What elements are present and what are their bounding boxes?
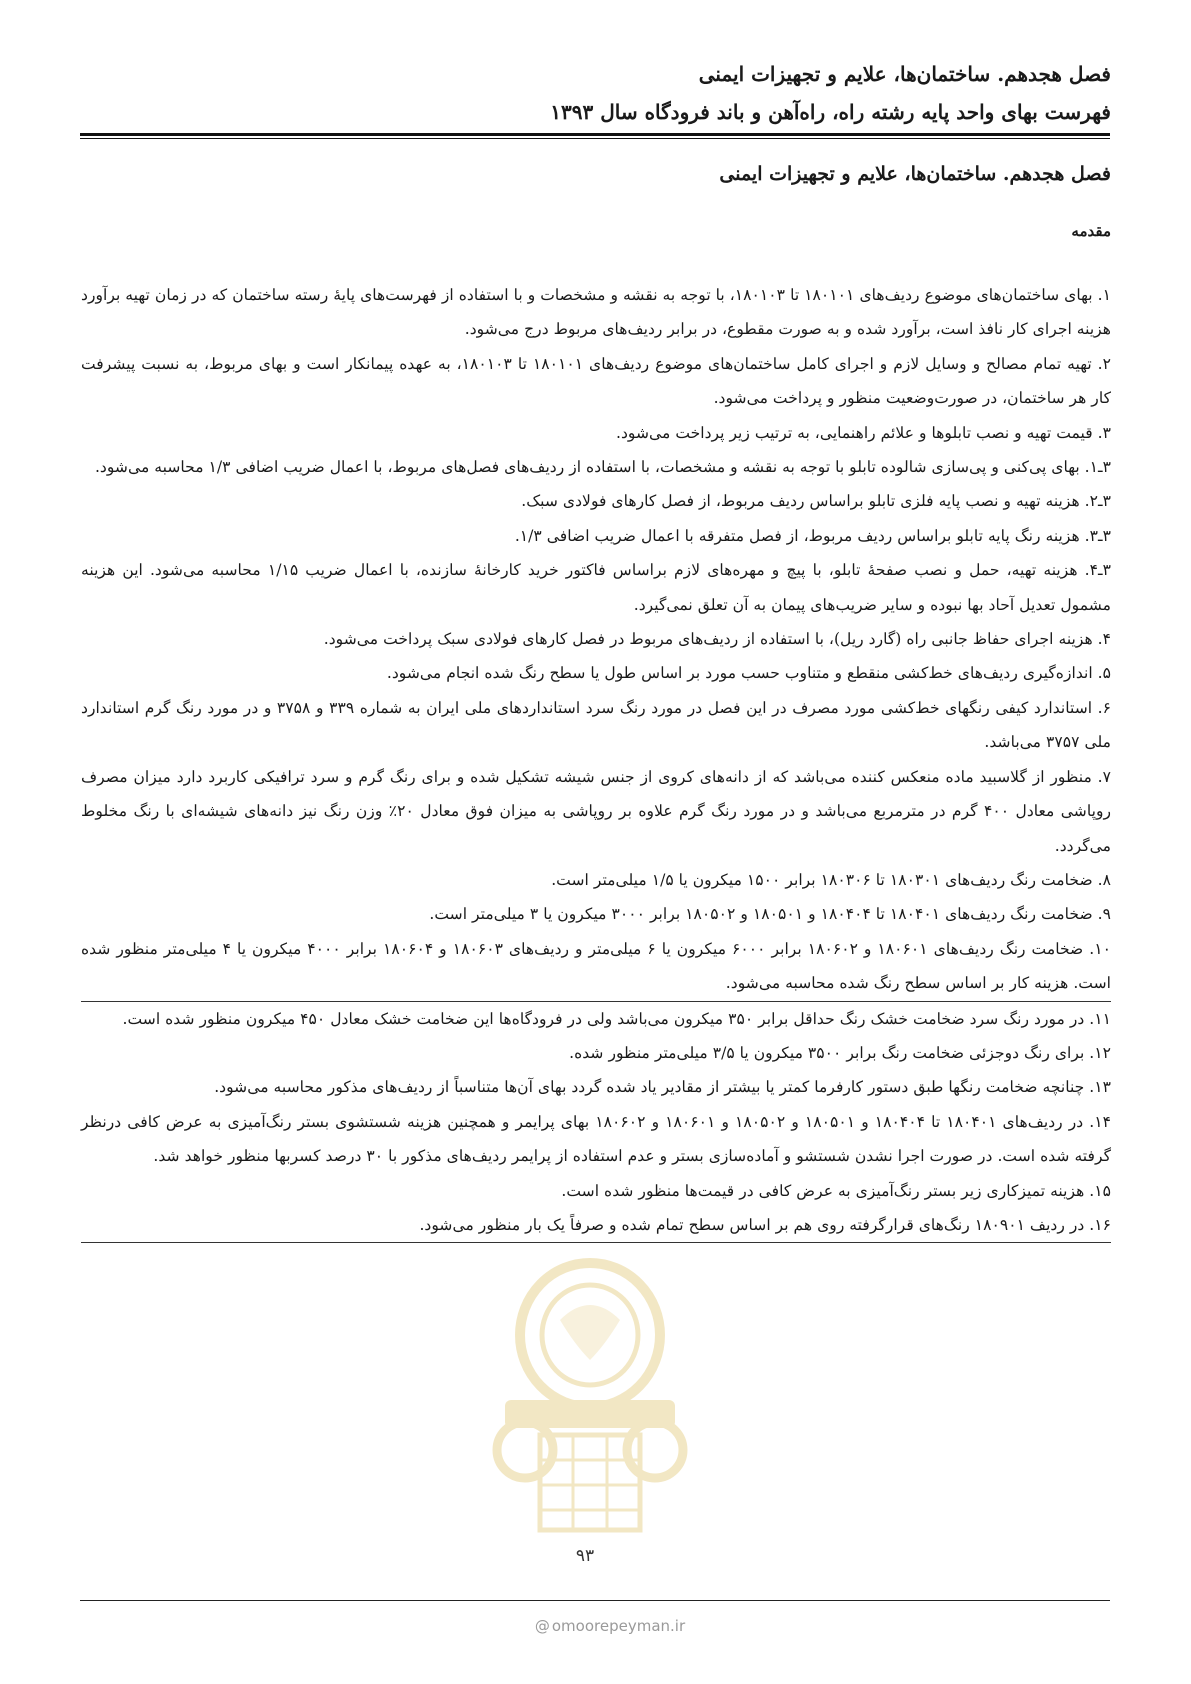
paragraph-2: ۲. تهیه تمام مصالح و وسایل لازم و اجرای کامل ساختمان‌های موضوع ردیف‌های ۱۸۰۱۰۱ تا ۱۸۰۱۰۳، به عهده پیمانکار است و بهای مربوط، به نسبت پیشرفت کار هر ساختمان، در صورت‌وضعیت منظور و پرداخت می‌شود. [81,354,1111,408]
paragraph-1: ۱. بهای ساختمان‌های موضوع ردیف‌های ۱۸۰۱۰۱ تا ۱۸۰۱۰۳، با توجه به نقشه و مشخصات و با استفاده از فهرست‌های پایهٔ رسته ساختمان که در زمان تهیه برآورد هزینه اجرای کار نافذ است، برآورد شده و به صورت مقطوع، در برابر ردیف‌های مربوط درج می‌شود. [81,286,1111,339]
running-header-chapter: فصل هجدهم. ساختمان‌ها، علایم و تجهیزات ایمنی [698,62,1111,86]
footer-watermark [460,1617,760,1635]
body-text [81,278,1111,1243]
paragraph-16: ۱۶. در ردیف ۱۸۰۹۰۱ رنگ‌های قرارگرفته روی هم بر اساس سطح تمام شده و صرفاً یک بار منظور می‌شود. [81,1208,1111,1243]
paragraph-8: ۸. ضخامت رنگ ردیف‌های ۱۸۰۳۰۱ تا ۱۸۰۳۰۶ برابر ۱۵۰۰ میکرون یا ۱/۵ میلی‌متر است. [551,870,1111,889]
paragraph-3-1: ۳ـ۱. بهای پی‌کنی و پی‌سازی شالوده تابلو با توجه به نقشه و مشخصات، با استفاده از ردیف‌های فصل‌های مربوط، با اعمال ضریب اضافی ۱/۳ محاسبه می‌شود. [94,458,1111,477]
paragraph-9: ۹. ضخامت رنگ ردیف‌های ۱۸۰۴۰۱ تا ۱۸۰۴۰۴ و ۱۸۰۵۰۱ و ۱۸۰۵۰۲ برابر ۳۰۰۰ میکرون یا ۳ میلی‌متر است. [429,905,1111,924]
header-divider [80,133,1110,136]
paragraph-7: ۷. منظور از گلاسبید ماده منعکس کننده می‌باشد که از دانه‌های کروی از جنس شیشه تشکیل شده و برای رنگ گرم و سرد ترافیکی کاربرد دارد میزان مصرف روپاشی معادل ۴۰۰ گرم در مترمربع می‌باشد و در مورد رنگ گرم علاوه بر روپاشی به میزان فوق معادل ۲۰٪ وزن رنگ نیز دانه‌های شیشه‌ای با رنگ مخلوط می‌گردد. [81,767,1112,855]
paragraph-3-3: ۳ـ۳. هزینه رنگ پایه تابلو براساس ردیف مربوط، از فصل متفرقه با اعمال ضریب اضافی ۱/۳. [514,526,1111,545]
paragraph-5: ۵. اندازه‌گیری ردیف‌های خط‌کشی منقطع و متناوب حسب مورد بر اساس طول یا سطح رنگ شده انجام می‌شود. [386,664,1111,683]
paragraph-12: ۱۲. برای رنگ دوجزئی ضخامت رنگ برابر ۳۵۰۰ میکرون یا ۳/۵ میلی‌متر منظور شده. [569,1043,1111,1062]
paragraph-11: ۱۱. در مورد رنگ سرد ضخامت خشک رنگ حداقل برابر ۳۵۰ میکرون می‌باشد ولی در فرودگاه‌ها این ضخامت خشک معادل ۴۵۰ میکرون منظور شده است. [122,1009,1111,1028]
section-heading: مقدمه [1071,222,1111,240]
running-header-book-title: فهرست بهای واحد پایه رشته راه، راه‌آهن و باند فرودگاه سال ۱۳۹۳ [550,100,1111,124]
paragraph-3-2: ۳ـ۲. هزینه تهیه و نصب پایه فلزی تابلو براساس ردیف مربوط، از فصل کارهای فولادی سبک. [521,492,1111,511]
header-divider-thin [80,138,1110,139]
paragraph-14: ۱۴. در ردیف‌های ۱۸۰۴۰۱ تا ۱۸۰۴۰۴ و ۱۸۰۵۰۱ و ۱۸۰۵۰۲ و ۱۸۰۶۰۱ و ۱۸۰۶۰۲ بهای پرایمر و همچنین هزینه شستشوی بستر رنگ‌آمیزی به عرض کافی درنظر گرفته شده است. در صورت اجرا نشدن شستشو و آماده‌سازی بستر و عدم استفاده از پرایمر ردیف‌های مذکور با ۳۰ درصد کسربها منظور خواهد شد. [81,1112,1111,1166]
footer-divider [80,1600,1110,1601]
chapter-title: فصل هجدهم. ساختمان‌ها، علایم و تجهیزات ایمنی [719,163,1111,185]
paragraph-15: ۱۵. هزینه تمیزکاری زیر بستر رنگ‌آمیزی به عرض کافی در قیمت‌ها منظور شده است. [561,1181,1111,1200]
paragraph-4: ۴. هزینه اجرای حفاظ جانبی راه (گارد ریل)، با استفاده از ردیف‌های مربوط در فصل کارهای فولادی سبک پرداخت می‌شود. [323,630,1111,649]
footer-url-text: omoorepeyman.ir [551,1617,686,1635]
running-header [81,55,1111,131]
at-sign-icon: @ [534,1617,550,1635]
paragraph-6: ۶. استاندارد کیفی رنگهای خط‌کشی مورد مصرف در این فصل در مورد رنگ سرد استانداردهای ملی ایران به شماره ۳۳۹ و ۳۷۵۸ و در مورد رنگ گرم استاندارد ملی ۳۷۵۷ می‌باشد. [81,698,1111,752]
page-number: ۹۳ [575,1546,595,1566]
paragraph-10: ۱۰. ضخامت رنگ ردیف‌های ۱۸۰۶۰۱ و ۱۸۰۶۰۲ برابر ۶۰۰۰ میکرون یا ۶ میلی‌متر و ردیف‌های ۱۸۰۶۰۳ و ۱۸۰۶۰۴ برابر ۴۰۰۰ میکرون یا ۴ میلی‌متر منظور شده است. هزینه کار بر اساس سطح رنگ شده محاسبه می‌شود. [81,932,1111,1002]
paragraph-13: ۱۳. چنانچه ضخامت رنگها طبق دستور کارفرما کمتر یا بیشتر از مقادیر یاد شده گردد بهای آن‌ها متناسباً از ردیف‌های مذکور محاسبه می‌شود. [214,1078,1111,1097]
publisher-seal-icon [465,1250,715,1550]
paragraph-3-4: ۳ـ۴. هزینه تهیه، حمل و نصب صفحهٔ تابلو، با پیچ و مهره‌های لازم براساس فاکتور خرید کارخانهٔ سازنده، با اعمال ضریب ۱/۱۵ محاسبه می‌شود. این هزینه مشمول تعدیل آحاد بها نبوده و سایر ضریب‌های پیمان به آن تعلق نمی‌گیرد. [81,561,1111,614]
paragraph-3: ۳. قیمت تهیه و نصب تابلوها و علائم راهنمایی، به ترتیب زیر پرداخت می‌شود. [615,423,1111,442]
